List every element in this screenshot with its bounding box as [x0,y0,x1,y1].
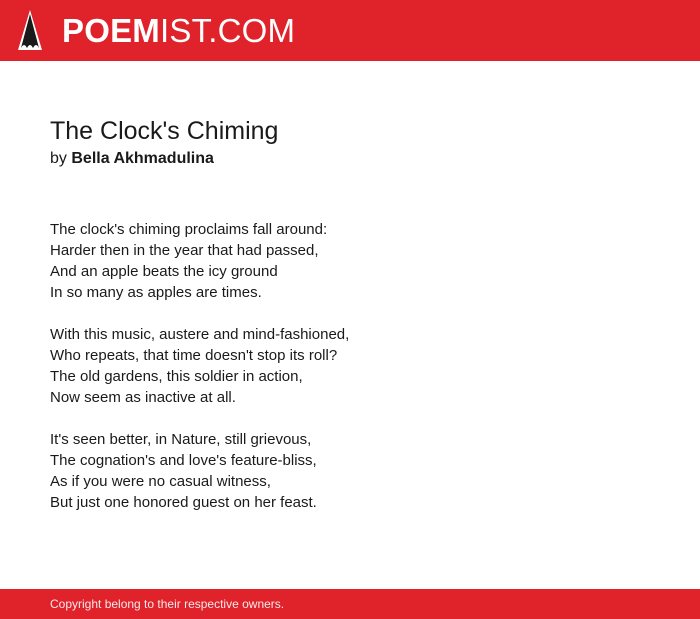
poem-body [50,219,650,534]
poem-line: As if you were no casual witness, [50,473,271,490]
brand-bold-text: POEM [62,12,160,49]
site-header [0,0,700,61]
poem-line: And an apple beats the icy ground [50,263,278,280]
poem-line: Now seem as inactive at all. [50,389,236,406]
copyright-text: Copyright belong to their respective owners. [50,597,285,611]
stanza [50,429,650,513]
poem-line: Who repeats, that time doesn't stop its roll? [50,347,338,364]
poem-line: The clock's chiming proclaims fall around: [50,221,328,238]
poem-line: With this music, austere and mind-fashioned, [50,326,350,343]
poem-line: Harder then in the year that had passed, [50,242,319,259]
poem-line: It's seen better, in Nature, still grievous, [50,431,312,448]
poem-line: The cognation's and love's feature-bliss, [50,452,317,469]
by-label: by [50,150,67,167]
brand-light-text: IST.COM [159,12,296,49]
poem-byline [50,148,214,170]
stanza [50,219,650,303]
site-footer [0,589,700,619]
pencil-icon [18,10,42,52]
stanza [50,324,650,408]
poem-line: But just one honored guest on her feast. [50,494,317,511]
poem-title: The Clock's Chiming [50,117,279,145]
site-logo-link[interactable] [62,11,295,51]
poem-line: The old gardens, this soldier in action, [50,368,303,385]
poem-line: In so many as apples are times. [50,284,262,301]
author-name: Bella Akhmadulina [71,150,214,167]
